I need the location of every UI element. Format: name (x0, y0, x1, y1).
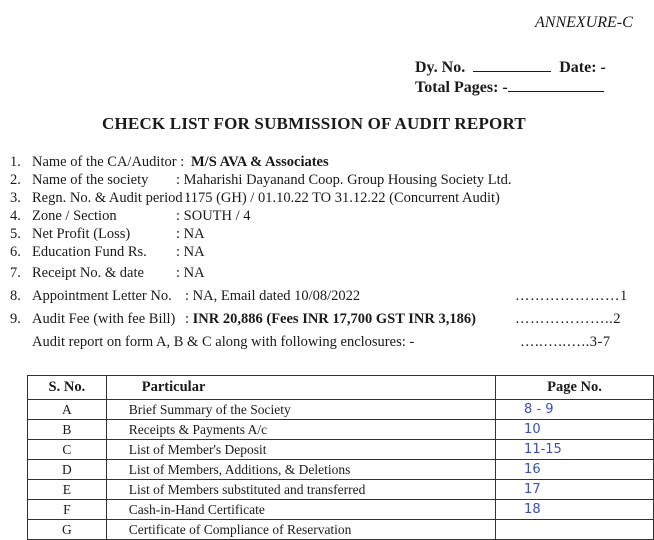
header-sno: S. No. (28, 376, 107, 400)
item-number: 6. (10, 244, 21, 260)
item-label: Regn. No. & Audit period : (32, 190, 191, 206)
enclosures-page-ref: …..…..…..3-7 (520, 334, 611, 350)
row-sno: C (28, 440, 107, 460)
row-page-no: 17 (496, 480, 654, 500)
dy-no-label: Dy. No. (415, 59, 466, 76)
item-label: Education Fund Rs. (32, 244, 147, 260)
table-header-row (28, 376, 654, 400)
item-number: 7. (10, 265, 21, 281)
item-label: Name of the society (32, 172, 149, 188)
item-label: Name of the CA/Auditor : (32, 154, 185, 170)
row-page-no: 11-15 (496, 440, 654, 460)
row-particular: Certificate of Compliance of Reservation (106, 520, 495, 540)
table-row (28, 460, 654, 480)
item-number: 3. (10, 190, 21, 206)
item-number: 4. (10, 208, 21, 224)
row-sno: A (28, 400, 107, 420)
row-sno: B (28, 420, 107, 440)
item-number: 2. (10, 172, 21, 188)
item-label: Appointment Letter No. (32, 288, 172, 304)
item-value: : SOUTH / 4 (176, 208, 251, 224)
row-particular: Cash-in-Hand Certificate (106, 500, 495, 520)
page-title: CHECK LIST FOR SUBMISSION OF AUDIT REPORT (102, 114, 526, 133)
table-row (28, 400, 654, 420)
item-number: 1. (10, 154, 21, 170)
row-particular: List of Members substituted and transferred (106, 480, 495, 500)
table-row (28, 440, 654, 460)
row-particular: Brief Summary of the Society (106, 400, 495, 420)
item-value: : NA, Email dated 10/08/2022 (185, 288, 361, 304)
item-value: : NA (176, 226, 205, 242)
item-page-ref: ………………..2 (515, 311, 621, 327)
row-sno: E (28, 480, 107, 500)
table-row (28, 500, 654, 520)
item-value: : Maharishi Dayanand Coop. Group Housing Society Ltd. (176, 172, 512, 188)
row-page-no (496, 520, 654, 540)
table-row (28, 520, 654, 540)
row-particular: List of Member's Deposit (106, 440, 495, 460)
item-value: 1175 (GH) / 01.10.22 TO 31.12.22 (Concurrent Audit) (184, 190, 500, 206)
row-sno: G (28, 520, 107, 540)
table-row (28, 420, 654, 440)
item-label: Net Profit (Loss) (32, 226, 131, 242)
item-label: Audit Fee (with fee Bill) (32, 311, 176, 327)
item-page-ref: …………………1 (515, 288, 628, 304)
dy-no-line (415, 57, 606, 77)
row-particular: Receipts & Payments A/c (106, 420, 495, 440)
row-particular: List of Members, Additions, & Deletions (106, 460, 495, 480)
item-number: 8. (10, 288, 21, 304)
annexure-label: ANNEXURE-C (535, 14, 633, 31)
date-label: Date: - (559, 59, 606, 76)
item-value: : NA (176, 244, 205, 260)
item-value-bold: INR 20,886 (Fees INR 17,700 GST INR 3,186) (192, 311, 476, 327)
total-pages-label: Total Pages: - (415, 79, 508, 96)
total-pages-line (415, 77, 604, 97)
row-page-no: 8 - 9 (496, 400, 654, 420)
enclosures-table (27, 375, 654, 540)
item-value: : INR 20,886 (Fees INR 17,700 GST INR 3,186) (185, 311, 476, 327)
item-label: Zone / Section (32, 208, 117, 224)
total-pages-blank (508, 77, 604, 92)
header-particular: Particular (106, 376, 495, 400)
row-sno: D (28, 460, 107, 480)
row-page-no: 10 (496, 420, 654, 440)
item-number: 5. (10, 226, 21, 242)
table-row (28, 480, 654, 500)
item-value: M/S AVA & Associates (191, 154, 329, 170)
row-sno: F (28, 500, 107, 520)
row-page-no: 16 (496, 460, 654, 480)
enclosures-text: Audit report on form A, B & C along with following enclosures: - (32, 334, 415, 350)
row-page-no: 18 (496, 500, 654, 520)
item-number: 9. (10, 311, 21, 327)
item-label: Receipt No. & date (32, 265, 144, 281)
header-page-no: Page No. (496, 376, 654, 400)
dy-no-blank (473, 57, 551, 72)
item-value: : NA (176, 265, 205, 281)
